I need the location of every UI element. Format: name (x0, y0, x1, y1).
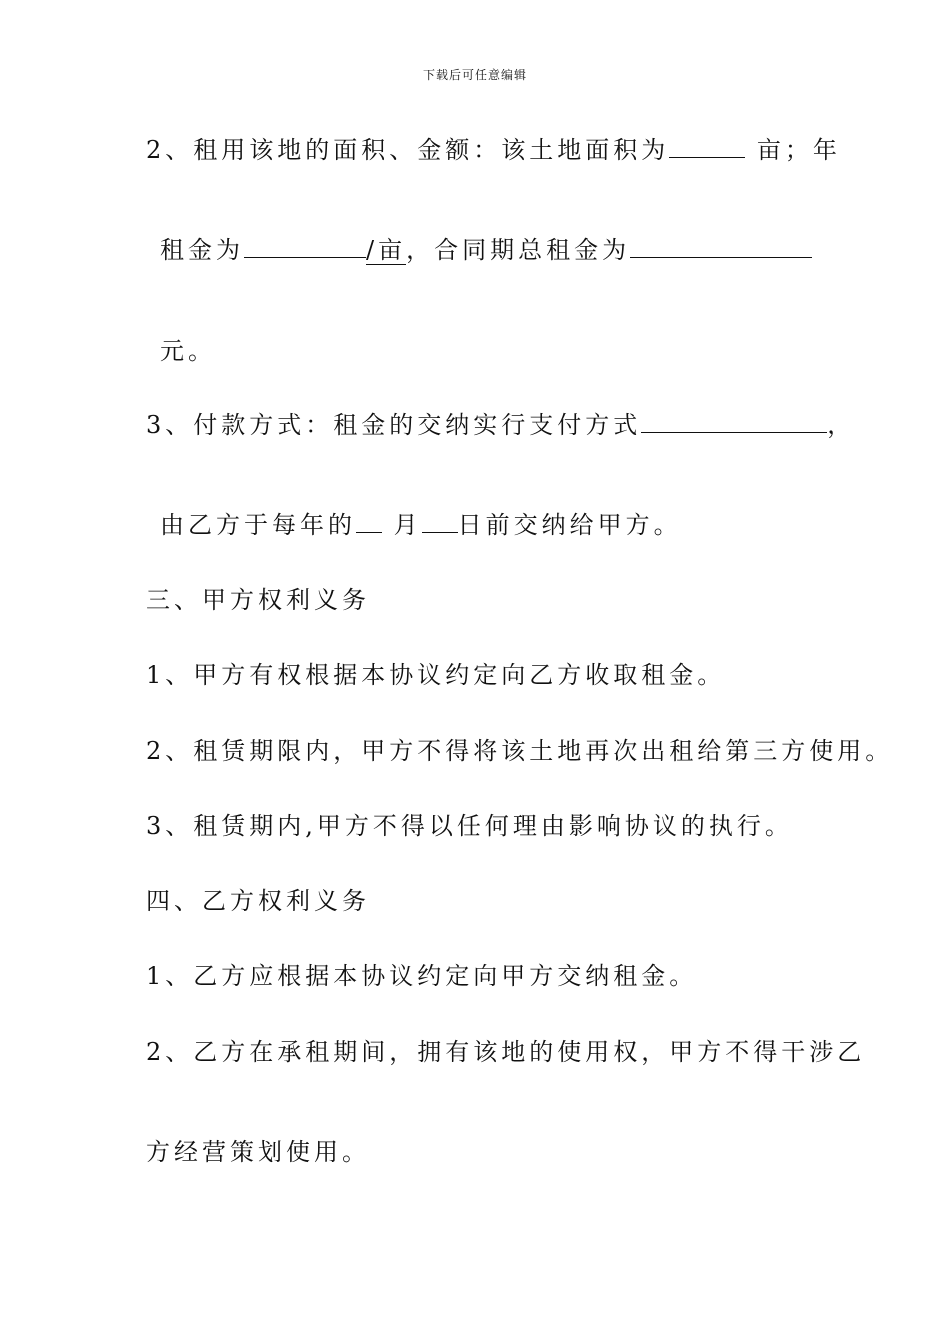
section-heading-party-b: 四、乙方权利义务 (146, 887, 370, 915)
section-heading-party-a: 三、甲方权利义务 (146, 586, 370, 614)
payment-method-label: 3、付款方式：租金的交纳实行支付方式 (146, 411, 642, 439)
day-label: 日前交纳给甲方。 (457, 511, 682, 539)
payment-method-blank (641, 410, 827, 433)
total-rent-blank (630, 235, 812, 258)
area-amount-line (146, 135, 841, 165)
party-a-clause-3: 3、租赁期内,甲方不得以任何理由影响协议的执行。 (146, 812, 793, 840)
rent-label: 租金为 (160, 236, 244, 264)
per-mu-unit: /亩 (366, 236, 407, 264)
rent-line (160, 235, 812, 265)
payment-date-line (160, 510, 682, 540)
area-label: 2、租用该地的面积、金额：该土地面积为 (146, 136, 670, 164)
payment-method-line (146, 410, 855, 440)
month-label: 月 (393, 511, 422, 539)
rent-blank (244, 235, 366, 258)
total-rent-label: ，合同期总租金为 (406, 236, 631, 264)
comma: ， (827, 411, 856, 439)
day-blank (422, 510, 458, 533)
area-blank (669, 135, 745, 158)
party-a-clause-2: 2、租赁期限内，甲方不得将该土地再次出租给第三方使用。 (146, 737, 894, 765)
party-b-clause-2-cont: 方经营策划使用。 (146, 1138, 370, 1166)
area-unit: 亩；年 (756, 136, 841, 164)
yuan-line: 元。 (160, 337, 216, 365)
payment-date-label: 由乙方于每年的 (160, 511, 356, 539)
party-b-clause-1: 1、乙方应根据本协议约定向甲方交纳租金。 (146, 962, 698, 990)
party-b-clause-2: 2、乙方在承租期间，拥有该地的使用权，甲方不得干涉乙 (146, 1038, 866, 1066)
month-blank (356, 510, 382, 533)
page-header: 下载后可任意编辑 (422, 68, 527, 82)
party-a-clause-1: 1、甲方有权根据本协议约定向乙方收取租金。 (146, 661, 726, 689)
